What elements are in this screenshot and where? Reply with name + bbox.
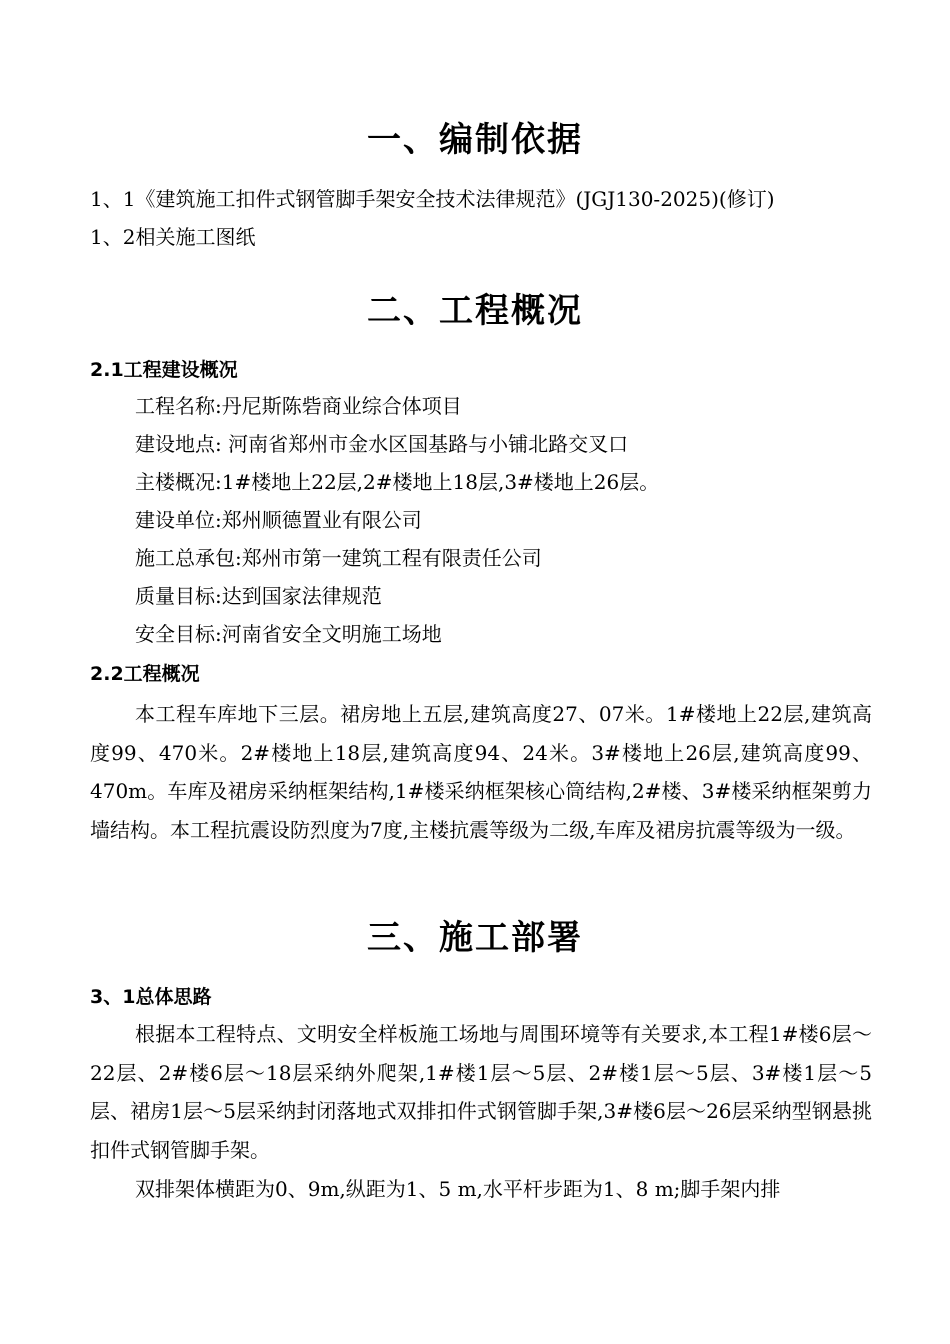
- scaffold-spacing-paragraph: 双排架体横距为0、9m,纵距为1、5 m,水平杆步距为1、8 m;脚手架内排: [135, 1177, 781, 1201]
- safety-target-line: 安全目标:河南省安全文明施工场地: [135, 622, 442, 646]
- owner-line: 建设单位:郑州顺德置业有限公司: [135, 508, 422, 532]
- reference-item-1: 1、1《建筑施工扣件式钢管脚手架安全技术法律规范》(JGJ130-2025)(修订): [90, 187, 775, 211]
- subsection-heading-2-2: 2.2工程概况: [90, 663, 200, 685]
- main-building-line: 主楼概况:1#楼地上22层,2#楼地上18层,3#楼地上26层。: [135, 470, 660, 494]
- general-approach-paragraph: 根据本工程特点、文明安全样板施工场地与周围环境等有关要求,本工程1#楼6层～22层、2#楼6层～18层采纳外爬架,1#楼1层～5层、2#楼1层～5层、3#楼1层～5层、裙房1层～5层采纳封闭落地式双排扣件式钢管脚手架,3#楼6层～26层采纳型钢悬挑扣件式钢管脚手架。: [90, 1022, 872, 1162]
- quality-target-line: 质量目标:达到国家法律规范: [135, 584, 382, 608]
- reference-item-2: 1、2相关施工图纸: [90, 225, 256, 249]
- subsection-heading-3-1: 3、1总体思路: [90, 986, 212, 1008]
- subsection-heading-2-1: 2.1工程建设概况: [90, 359, 238, 381]
- project-overview-paragraph: 本工程车库地下三层。裙房地上五层,建筑高度27、07米。1#楼地上22层,建筑高度99、470米。2#楼地上18层,建筑高度94、24米。3#楼地上26层,建筑高度99、470m。车库及裙房采纳框架结构,1#楼采纳框架核心筒结构,2#楼、3#楼采纳框架剪力墙结构。本工程抗震设防烈度为7度,主楼抗震等级为二级,车库及裙房抗震等级为一级。: [90, 702, 872, 842]
- project-location-line: 建设地点: 河南省郑州市金水区国基路与小铺北路交叉口: [135, 432, 629, 456]
- section-title-3: 三、施工部署: [367, 918, 583, 958]
- general-contractor-line: 施工总承包:郑州市第一建筑工程有限责任公司: [135, 546, 542, 570]
- section-title-2: 二、工程概况: [367, 291, 583, 331]
- project-name-line: 工程名称:丹尼斯陈砦商业综合体项目: [135, 394, 462, 418]
- section-title-1: 一、编制依据: [367, 120, 583, 160]
